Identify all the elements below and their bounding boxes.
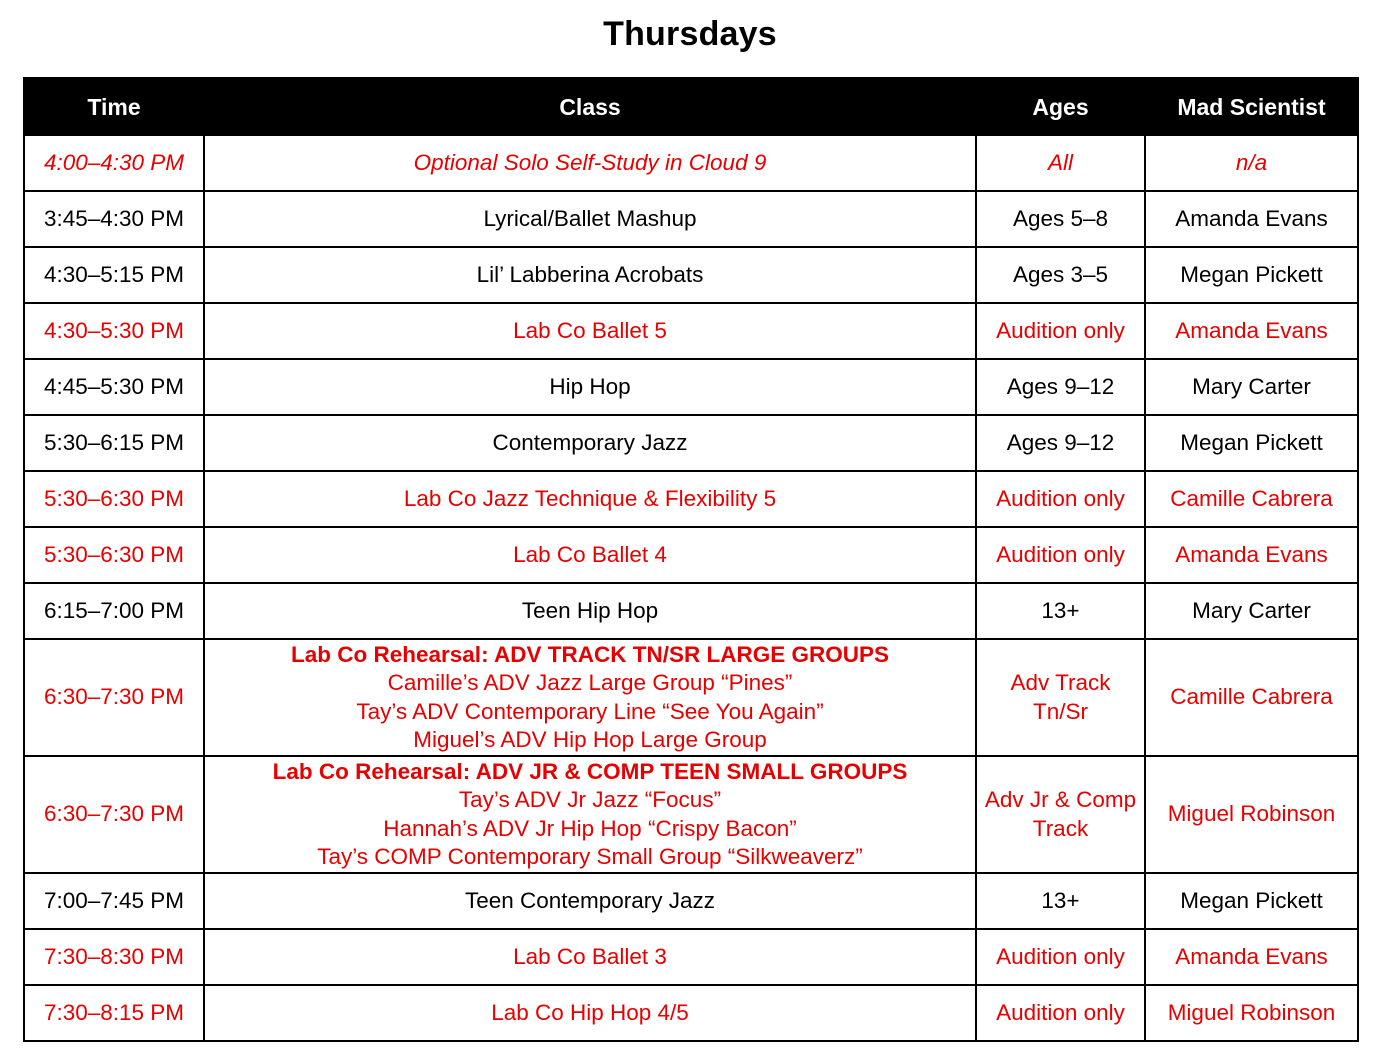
cell-scientist: Mary Carter — [1145, 359, 1358, 415]
cell-class: Lab Co Ballet 5 — [204, 303, 976, 359]
cell-ages: Audition only — [976, 303, 1145, 359]
cell-class: Lab Co Ballet 3 — [204, 929, 976, 985]
cell-ages: 13+ — [976, 583, 1145, 639]
cell-time: 4:30–5:15 PM — [24, 247, 204, 303]
table-row — [24, 583, 1358, 639]
table-row — [24, 303, 1358, 359]
table-row — [24, 471, 1358, 527]
ages-line: Track — [1032, 815, 1089, 841]
cell-ages: Audition only — [976, 471, 1145, 527]
ages-line: Adv Track — [1010, 670, 1111, 695]
cell-class: Lyrical/Ballet Mashup — [204, 191, 976, 247]
cell-time: 5:30–6:15 PM — [24, 415, 204, 471]
cell-time: 6:30–7:30 PM — [24, 756, 204, 873]
cell-scientist: n/a — [1145, 135, 1358, 191]
rehearsal-item: Tay’s ADV Jr Jazz “Focus” — [458, 787, 722, 812]
table-row — [24, 527, 1358, 583]
cell-time: 4:30–5:30 PM — [24, 303, 204, 359]
cell-time: 7:30–8:30 PM — [24, 929, 204, 985]
rehearsal-item: Tay’s ADV Contemporary Line “See You Again” — [356, 698, 824, 724]
rehearsal-heading: Lab Co Rehearsal: ADV JR & COMP TEEN SMALL GROUPS — [272, 758, 908, 784]
cell-scientist: Megan Pickett — [1145, 247, 1358, 303]
cell-class: Lab Co Jazz Technique & Flexibility 5 — [204, 471, 976, 527]
cell-class: Optional Solo Self-Study in Cloud 9 — [204, 135, 976, 191]
cell-ages: Audition only — [976, 985, 1145, 1041]
cell-time: 7:30–8:15 PM — [24, 985, 204, 1041]
table-row — [24, 415, 1358, 471]
cell-ages: Ages 5–8 — [976, 191, 1145, 247]
cell-time: 3:45–4:30 PM — [24, 191, 204, 247]
table-row — [24, 191, 1358, 247]
table-row — [24, 756, 1358, 873]
cell-time: 5:30–6:30 PM — [24, 527, 204, 583]
cell-time: 4:45–5:30 PM — [24, 359, 204, 415]
cell-ages: Audition only — [976, 929, 1145, 985]
cell-class: Teen Contemporary Jazz — [204, 873, 976, 929]
cell-scientist: Megan Pickett — [1145, 873, 1358, 929]
cell-class: Teen Hip Hop — [204, 583, 976, 639]
cell-scientist: Megan Pickett — [1145, 415, 1358, 471]
cell-ages: Ages 9–12 — [976, 359, 1145, 415]
cell-ages: 13+ — [976, 873, 1145, 929]
table-row — [24, 639, 1358, 756]
rehearsal-item: Camille’s ADV Jazz Large Group “Pines” — [387, 670, 793, 695]
cell-scientist: Camille Cabrera — [1145, 471, 1358, 527]
ages-line: Adv Jr & Comp — [984, 787, 1137, 812]
cell-time: 7:00–7:45 PM — [24, 873, 204, 929]
cell-scientist: Amanda Evans — [1145, 527, 1358, 583]
cell-ages: Ages 9–12 — [976, 415, 1145, 471]
cell-scientist: Camille Cabrera — [1145, 639, 1358, 756]
ages-line: Tn/Sr — [1032, 698, 1088, 724]
cell-time: 6:30–7:30 PM — [24, 639, 204, 756]
cell-scientist: Miguel Robinson — [1145, 985, 1358, 1041]
table-row — [24, 929, 1358, 985]
table-row — [24, 359, 1358, 415]
rehearsal-item: Miguel’s ADV Hip Hop Large Group — [413, 727, 767, 752]
schedule-table — [23, 77, 1359, 1042]
cell-class — [204, 639, 976, 756]
cell-ages — [976, 756, 1145, 873]
rehearsal-heading: Lab Co Rehearsal: ADV TRACK TN/SR LARGE GROUPS — [291, 641, 889, 667]
page-title: Thursdays — [603, 15, 777, 53]
cell-class: Hip Hop — [204, 359, 976, 415]
cell-scientist: Mary Carter — [1145, 583, 1358, 639]
cell-time: 4:00–4:30 PM — [24, 135, 204, 191]
cell-class: Lil’ Labberina Acrobats — [204, 247, 976, 303]
table-row — [24, 135, 1358, 191]
table-row — [24, 247, 1358, 303]
cell-ages — [976, 639, 1145, 756]
table-header-row — [24, 78, 1358, 135]
cell-class — [204, 756, 976, 873]
cell-ages: All — [976, 135, 1145, 191]
header-scientist: Mad Scientist — [1145, 78, 1358, 135]
header-ages: Ages — [976, 78, 1145, 135]
header-time: Time — [24, 78, 204, 135]
rehearsal-item: Hannah’s ADV Jr Hip Hop “Crispy Bacon” — [383, 815, 797, 841]
cell-ages: Ages 3–5 — [976, 247, 1145, 303]
cell-scientist: Miguel Robinson — [1145, 756, 1358, 873]
table-row — [24, 985, 1358, 1041]
cell-class: Contemporary Jazz — [204, 415, 976, 471]
cell-scientist: Amanda Evans — [1145, 929, 1358, 985]
cell-scientist: Amanda Evans — [1145, 191, 1358, 247]
rehearsal-item: Tay’s COMP Contemporary Small Group “Silkweaverz” — [317, 844, 863, 869]
cell-class: Lab Co Ballet 4 — [204, 527, 976, 583]
cell-class: Lab Co Hip Hop 4/5 — [204, 985, 976, 1041]
cell-time: 6:15–7:00 PM — [24, 583, 204, 639]
cell-ages: Audition only — [976, 527, 1145, 583]
header-class: Class — [204, 78, 976, 135]
table-row — [24, 873, 1358, 929]
cell-time: 5:30–6:30 PM — [24, 471, 204, 527]
cell-scientist: Amanda Evans — [1145, 303, 1358, 359]
